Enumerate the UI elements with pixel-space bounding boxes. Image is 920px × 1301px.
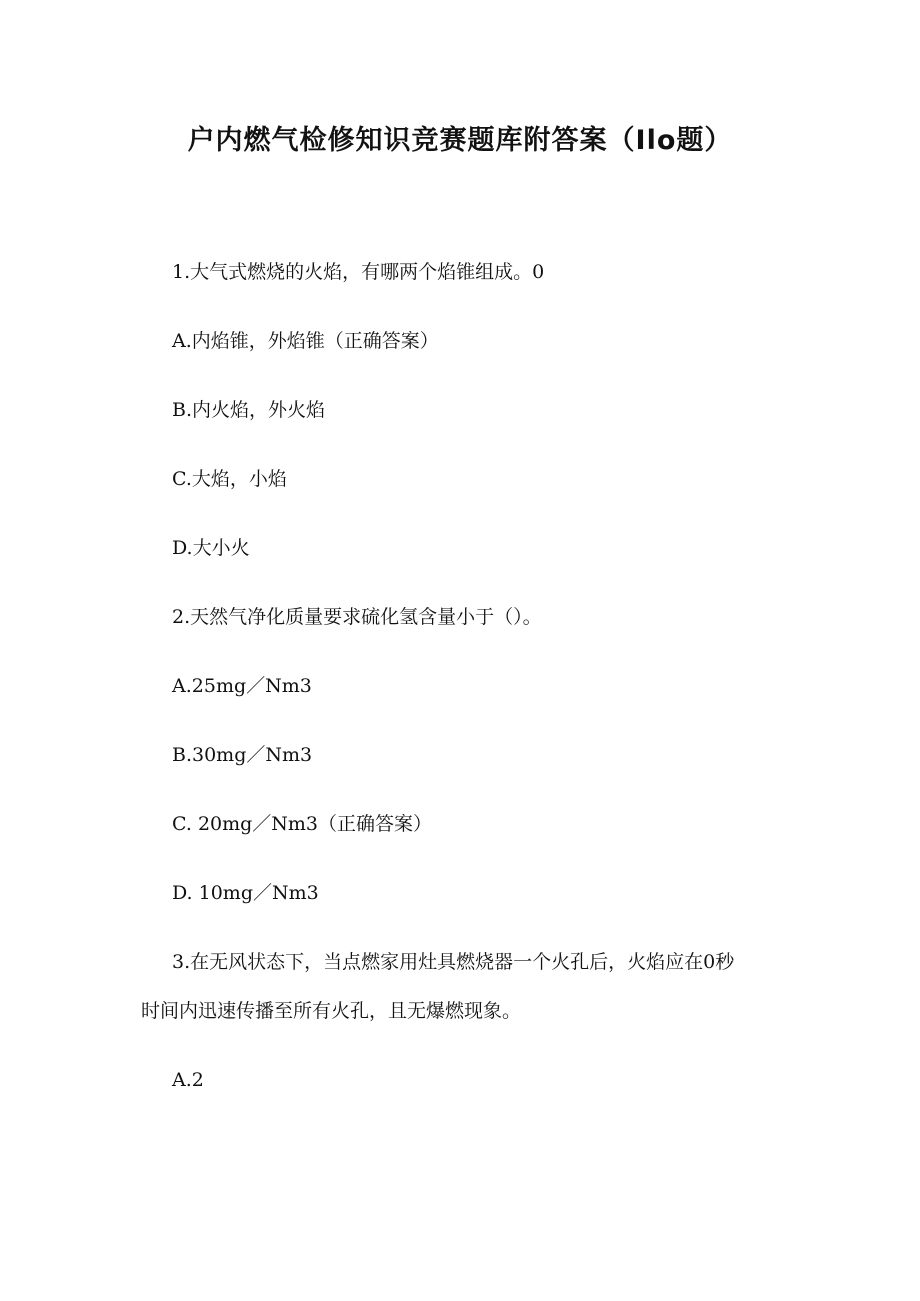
question-1-option-d: D.大小火 — [172, 537, 250, 559]
question-2-option-d: D. 10mg／Nm3 — [172, 882, 319, 904]
question-1-option-c: C.大焰，小焰 — [172, 468, 287, 490]
question-1-stem: 1.大气式燃烧的火焰，有哪两个焰锥组成。0 — [172, 261, 545, 283]
question-2-stem: 2.天然气净化质量要求硫化氢含量小于（）。 — [172, 606, 542, 628]
question-2-option-c: C. 20mg／Nm3（正确答案） — [172, 813, 433, 835]
document-title: 户内燃气检修知识竞赛题库附答案（Ilo题） — [187, 125, 733, 156]
question-2-option-a: A.25mg／Nm3 — [172, 675, 312, 697]
question-1-option-b: B.内火焰，外火焰 — [172, 399, 326, 421]
question-2-option-b: B.30mg／Nm3 — [172, 744, 313, 766]
question-1-option-a: A.内焰锥，外焰锥（正确答案） — [172, 330, 439, 352]
question-3-option-a: A.2 — [172, 1069, 204, 1091]
question-3-stem-line-2: 时间内迅速传播至所有火孔，且无爆燃现象。 — [141, 1000, 522, 1022]
question-3-stem-line-1: 3.在无风状态下，当点燃家用灶具燃烧器一个火孔后，火焰应在0秒 — [172, 951, 735, 973]
